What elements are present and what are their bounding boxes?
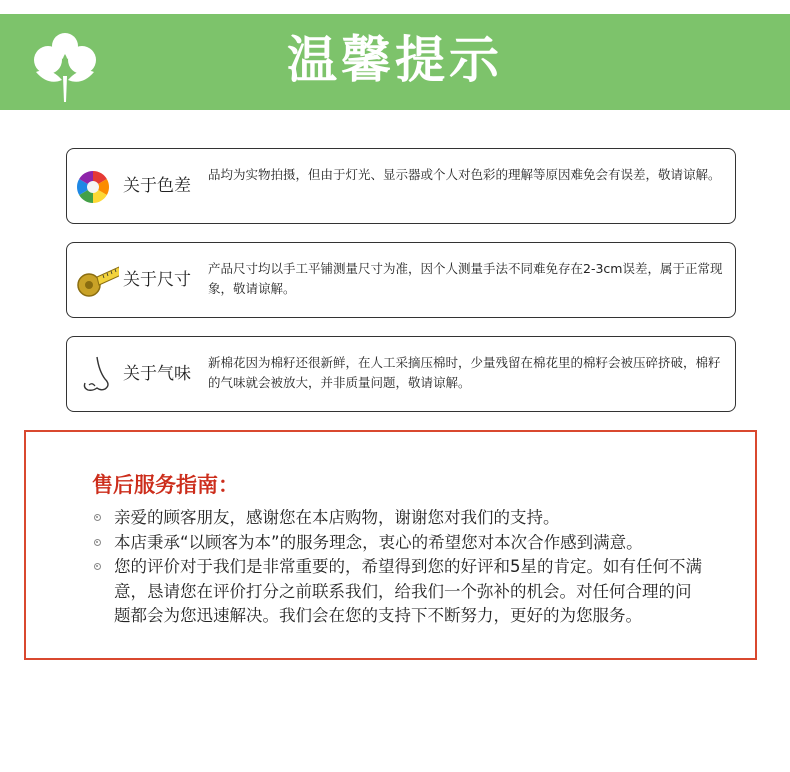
note-heading: 关于尺寸: [123, 270, 191, 290]
measuring-tape-icon: [75, 261, 119, 301]
note-heading: 关于气味: [123, 364, 191, 384]
note-text: 品均为实物拍摄，但由于灯光、显示器或个人对色彩的理解等原因难免会有误差，敬请谅解。: [208, 167, 721, 182]
note-heading: 关于色差: [123, 176, 191, 196]
after-sales-title: 售后服务指南：: [92, 473, 239, 497]
note-size: [66, 242, 736, 318]
note-color-difference: [66, 148, 736, 224]
bullet-icon: [94, 514, 101, 521]
list-item: [92, 506, 702, 531]
header-banner: [0, 14, 790, 110]
list-item: [92, 555, 702, 629]
list-item-text: 亲爱的顾客朋友，感谢您在本店购物，谢谢您对我们的支持。: [114, 508, 560, 527]
nose-icon: [75, 355, 119, 395]
after-sales-list: [92, 506, 702, 629]
bullet-icon: [94, 539, 101, 546]
after-sales-guide: [24, 430, 757, 660]
list-item: [92, 531, 702, 556]
page-title: 温馨提示: [287, 31, 503, 89]
note-smell: [66, 336, 736, 412]
list-item-text: 您的评价对于我们是非常重要的，希望得到您的好评和5星的肯定。如有任何不满意，恳请您在评价打分之前联系我们，给我们一个弥补的机会。对任何合理的问题都会为您迅速解决。我们会在您的支持下不断努力，更好的为您服务。: [114, 557, 702, 625]
color-wheel-icon: [75, 167, 119, 207]
note-text: 新棉花因为棉籽还很新鲜，在人工采摘压棉时，少量残留在棉花里的棉籽会被压碎挤破，棉籽的气味就会被放大，并非质量问题，敬请谅解。: [208, 355, 721, 390]
note-text: 产品尺寸均以手工平铺测量尺寸为准，因个人测量手法不同难免存在2-3cm误差，属于正常现象，敬请谅解。: [208, 261, 723, 296]
list-item-text: 本店秉承“以顾客为本”的服务理念，衷心的希望您对本次合作感到满意。: [114, 532, 643, 552]
bullet-icon: [94, 563, 101, 570]
